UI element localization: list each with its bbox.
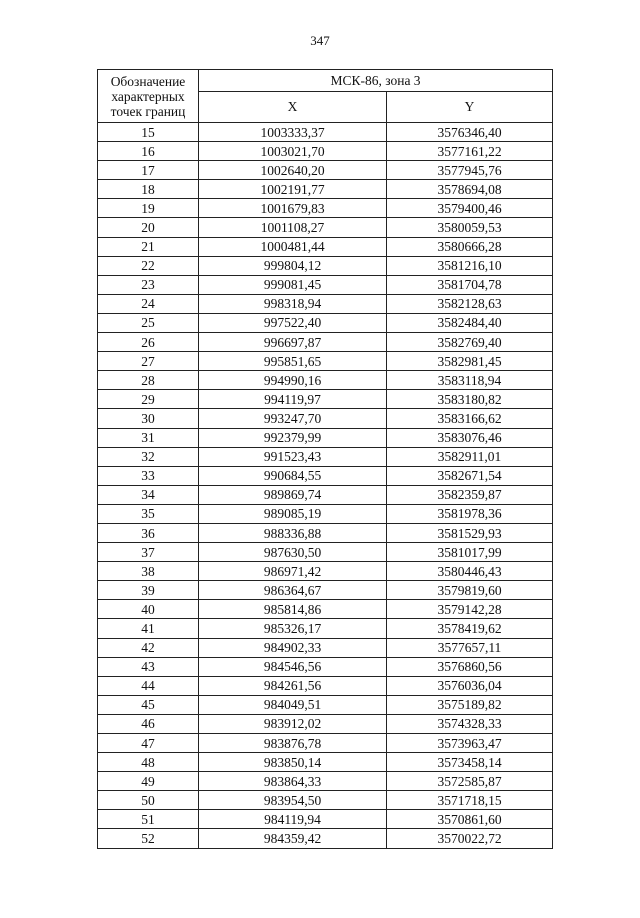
point-number-cell: 23 <box>98 275 199 294</box>
table-row <box>98 371 553 390</box>
point-number-cell: 27 <box>98 352 199 371</box>
x-coordinate-cell: 1001108,27 <box>199 218 387 237</box>
y-coordinate-cell: 3575189,82 <box>387 695 553 714</box>
x-coordinate-cell: 991523,43 <box>199 447 387 466</box>
table-row <box>98 237 553 256</box>
point-number-cell: 48 <box>98 753 199 772</box>
x-coordinate-cell: 996697,87 <box>199 333 387 352</box>
y-coordinate-cell: 3582484,40 <box>387 313 553 332</box>
table-row <box>98 562 553 581</box>
point-number-cell: 20 <box>98 218 199 237</box>
x-column-header: X <box>199 92 387 123</box>
table-row <box>98 676 553 695</box>
x-coordinate-cell: 986971,42 <box>199 562 387 581</box>
point-number-cell: 31 <box>98 428 199 447</box>
y-coordinate-cell: 3582359,87 <box>387 485 553 504</box>
table-row <box>98 753 553 772</box>
table-row <box>98 313 553 332</box>
x-coordinate-cell: 998318,94 <box>199 294 387 313</box>
x-coordinate-cell: 984359,42 <box>199 829 387 848</box>
table-row <box>98 734 553 753</box>
point-number-cell: 32 <box>98 447 199 466</box>
y-coordinate-cell: 3577945,76 <box>387 161 553 180</box>
y-coordinate-cell: 3576036,04 <box>387 676 553 695</box>
point-number-cell: 45 <box>98 695 199 714</box>
table-row <box>98 714 553 733</box>
table-row <box>98 352 553 371</box>
table-body <box>98 123 553 849</box>
x-coordinate-cell: 984902,33 <box>199 638 387 657</box>
x-coordinate-cell: 995851,65 <box>199 352 387 371</box>
y-column-header: Y <box>387 92 553 123</box>
point-number-cell: 50 <box>98 791 199 810</box>
table-row <box>98 600 553 619</box>
y-coordinate-cell: 3579400,46 <box>387 199 553 218</box>
y-coordinate-cell: 3573963,47 <box>387 734 553 753</box>
point-number-cell: 46 <box>98 714 199 733</box>
y-coordinate-cell: 3580446,43 <box>387 562 553 581</box>
y-coordinate-cell: 3577657,11 <box>387 638 553 657</box>
point-number-cell: 18 <box>98 180 199 199</box>
x-coordinate-cell: 986364,67 <box>199 581 387 600</box>
point-number-cell: 44 <box>98 676 199 695</box>
table-row <box>98 199 553 218</box>
point-number-cell: 25 <box>98 313 199 332</box>
table-row <box>98 294 553 313</box>
coordinate-system-header: МСК-86, зона 3 <box>199 70 553 92</box>
point-number-cell: 33 <box>98 466 199 485</box>
point-number-cell: 22 <box>98 256 199 275</box>
point-label-header: Обозначение характерных точек границ <box>98 70 199 123</box>
y-coordinate-cell: 3581978,36 <box>387 504 553 523</box>
y-coordinate-cell: 3570022,72 <box>387 829 553 848</box>
table-row <box>98 180 553 199</box>
x-coordinate-cell: 1002191,77 <box>199 180 387 199</box>
x-coordinate-cell: 1001679,83 <box>199 199 387 218</box>
point-number-cell: 17 <box>98 161 199 180</box>
point-number-cell: 19 <box>98 199 199 218</box>
table-row <box>98 218 553 237</box>
x-coordinate-cell: 983850,14 <box>199 753 387 772</box>
point-number-cell: 52 <box>98 829 199 848</box>
x-coordinate-cell: 999804,12 <box>199 256 387 275</box>
y-coordinate-cell: 3582981,45 <box>387 352 553 371</box>
table-row <box>98 485 553 504</box>
point-number-cell: 43 <box>98 657 199 676</box>
point-number-cell: 41 <box>98 619 199 638</box>
point-number-cell: 16 <box>98 142 199 161</box>
y-coordinate-cell: 3581704,78 <box>387 275 553 294</box>
x-coordinate-cell: 988336,88 <box>199 523 387 542</box>
table-row <box>98 504 553 523</box>
x-coordinate-cell: 989869,74 <box>199 485 387 504</box>
table-row <box>98 791 553 810</box>
y-coordinate-cell: 3582671,54 <box>387 466 553 485</box>
table-row <box>98 619 553 638</box>
x-coordinate-cell: 983864,33 <box>199 772 387 791</box>
point-number-cell: 26 <box>98 333 199 352</box>
table-header <box>98 70 553 123</box>
y-coordinate-cell: 3579142,28 <box>387 600 553 619</box>
x-coordinate-cell: 990684,55 <box>199 466 387 485</box>
y-coordinate-cell: 3578694,08 <box>387 180 553 199</box>
table-row <box>98 390 553 409</box>
y-coordinate-cell: 3573458,14 <box>387 753 553 772</box>
point-number-cell: 49 <box>98 772 199 791</box>
table-row <box>98 523 553 542</box>
table-row <box>98 638 553 657</box>
table-row <box>98 161 553 180</box>
y-coordinate-cell: 3577161,22 <box>387 142 553 161</box>
table-row <box>98 772 553 791</box>
x-coordinate-cell: 984049,51 <box>199 695 387 714</box>
table-row <box>98 695 553 714</box>
x-coordinate-cell: 994119,97 <box>199 390 387 409</box>
table-row <box>98 829 553 848</box>
y-coordinate-cell: 3583180,82 <box>387 390 553 409</box>
x-coordinate-cell: 1003333,37 <box>199 123 387 142</box>
coordinates-table <box>97 69 553 849</box>
x-coordinate-cell: 984546,56 <box>199 657 387 676</box>
point-number-cell: 37 <box>98 543 199 562</box>
x-coordinate-cell: 993247,70 <box>199 409 387 428</box>
x-coordinate-cell: 989085,19 <box>199 504 387 523</box>
table-row <box>98 466 553 485</box>
x-coordinate-cell: 1002640,20 <box>199 161 387 180</box>
point-number-cell: 51 <box>98 810 199 829</box>
y-coordinate-cell: 3570861,60 <box>387 810 553 829</box>
table-row <box>98 581 553 600</box>
table-row <box>98 123 553 142</box>
table-row <box>98 657 553 676</box>
y-coordinate-cell: 3582128,63 <box>387 294 553 313</box>
table-row <box>98 275 553 294</box>
y-coordinate-cell: 3571718,15 <box>387 791 553 810</box>
y-coordinate-cell: 3572585,87 <box>387 772 553 791</box>
y-coordinate-cell: 3579819,60 <box>387 581 553 600</box>
table-row <box>98 428 553 447</box>
y-coordinate-cell: 3583076,46 <box>387 428 553 447</box>
table-row <box>98 256 553 275</box>
x-coordinate-cell: 983876,78 <box>199 734 387 753</box>
point-number-cell: 42 <box>98 638 199 657</box>
table-row <box>98 810 553 829</box>
x-coordinate-cell: 985326,17 <box>199 619 387 638</box>
point-number-cell: 15 <box>98 123 199 142</box>
point-number-cell: 30 <box>98 409 199 428</box>
point-number-cell: 28 <box>98 371 199 390</box>
x-coordinate-cell: 983912,02 <box>199 714 387 733</box>
y-coordinate-cell: 3574328,33 <box>387 714 553 733</box>
x-coordinate-cell: 994990,16 <box>199 371 387 390</box>
table-row <box>98 333 553 352</box>
point-number-cell: 39 <box>98 581 199 600</box>
point-number-cell: 29 <box>98 390 199 409</box>
x-coordinate-cell: 997522,40 <box>199 313 387 332</box>
x-coordinate-cell: 983954,50 <box>199 791 387 810</box>
y-coordinate-cell: 3576860,56 <box>387 657 553 676</box>
point-number-cell: 40 <box>98 600 199 619</box>
table-row <box>98 543 553 562</box>
point-number-cell: 47 <box>98 734 199 753</box>
page-number: 347 <box>310 33 330 48</box>
y-coordinate-cell: 3578419,62 <box>387 619 553 638</box>
x-coordinate-cell: 1000481,44 <box>199 237 387 256</box>
point-number-cell: 34 <box>98 485 199 504</box>
point-number-cell: 24 <box>98 294 199 313</box>
point-number-cell: 35 <box>98 504 199 523</box>
y-coordinate-cell: 3581216,10 <box>387 256 553 275</box>
table-row <box>98 447 553 466</box>
x-coordinate-cell: 985814,86 <box>199 600 387 619</box>
y-coordinate-cell: 3583166,62 <box>387 409 553 428</box>
y-coordinate-cell: 3580666,28 <box>387 237 553 256</box>
y-coordinate-cell: 3582769,40 <box>387 333 553 352</box>
x-coordinate-cell: 999081,45 <box>199 275 387 294</box>
x-coordinate-cell: 984261,56 <box>199 676 387 695</box>
x-coordinate-cell: 1003021,70 <box>199 142 387 161</box>
y-coordinate-cell: 3576346,40 <box>387 123 553 142</box>
x-coordinate-cell: 984119,94 <box>199 810 387 829</box>
table-row <box>98 409 553 428</box>
point-number-cell: 38 <box>98 562 199 581</box>
y-coordinate-cell: 3582911,01 <box>387 447 553 466</box>
y-coordinate-cell: 3581529,93 <box>387 523 553 542</box>
point-number-cell: 36 <box>98 523 199 542</box>
y-coordinate-cell: 3581017,99 <box>387 543 553 562</box>
x-coordinate-cell: 987630,50 <box>199 543 387 562</box>
y-coordinate-cell: 3583118,94 <box>387 371 553 390</box>
x-coordinate-cell: 992379,99 <box>199 428 387 447</box>
table-row <box>98 142 553 161</box>
point-number-cell: 21 <box>98 237 199 256</box>
y-coordinate-cell: 3580059,53 <box>387 218 553 237</box>
